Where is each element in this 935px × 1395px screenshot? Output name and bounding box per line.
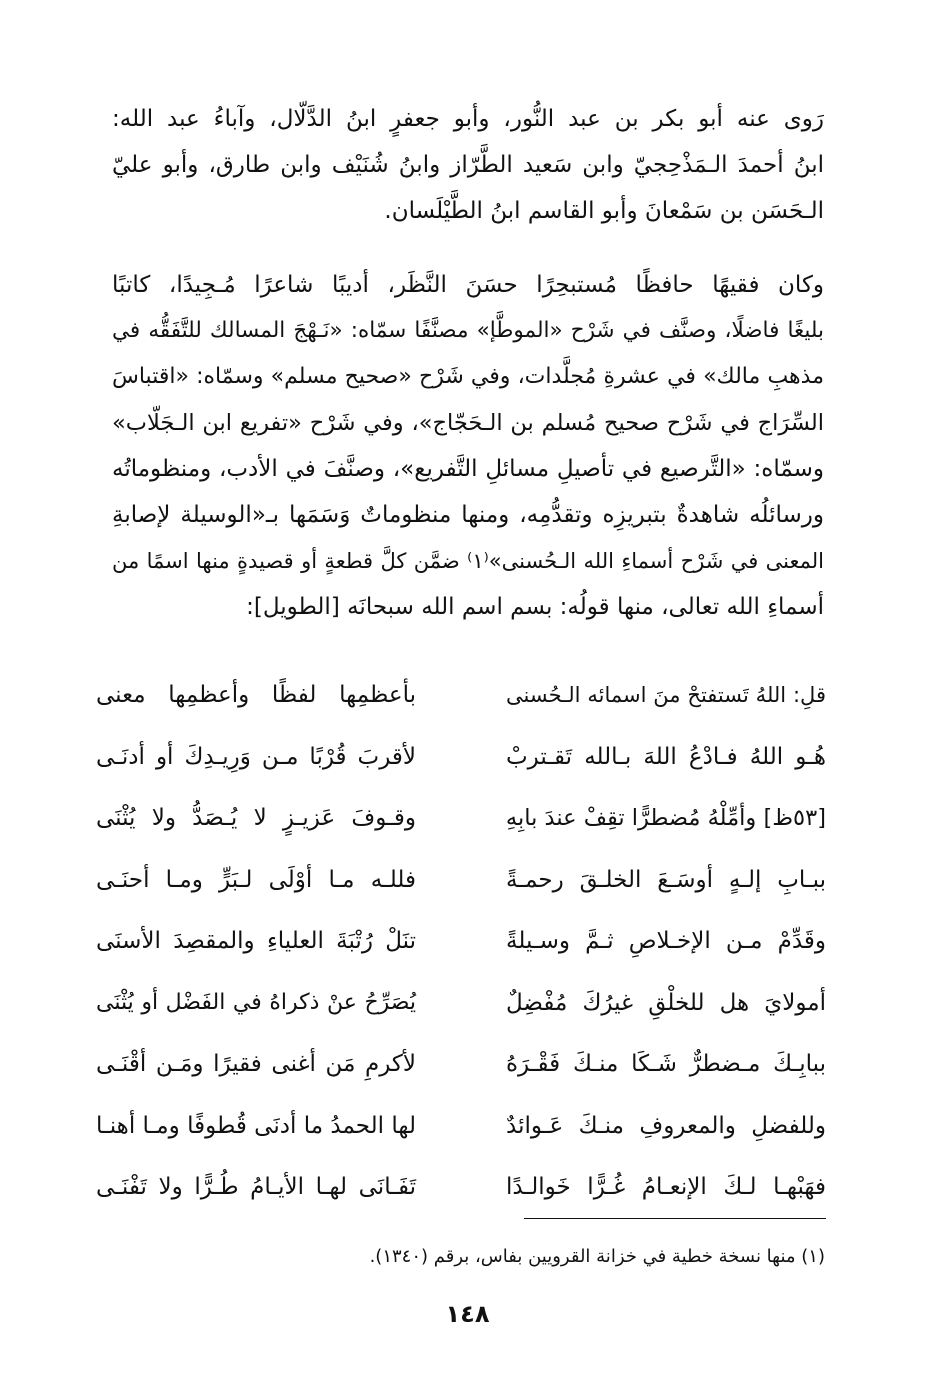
text-line: المعنى في شَرْح أسماءِ الله الـحُسنى»⁽١⁾ ضمَّن كلَّ قطعةٍ أو قصيدةٍ منها اسمًا من <box>112 549 825 573</box>
verse-first-hemistich: وقَدِّمْ مـن الإخـلاصِ ثـمَّ وسـيلةً <box>506 928 826 954</box>
footnote: (١) منها نسخة خطية في خزانة القرويين بفاس، برقم (١٣٤٠). <box>369 1246 825 1267</box>
poem-verse <box>96 980 826 1042</box>
footnote-divider <box>524 1218 826 1219</box>
verse-first-hemistich: هُـو اللهُ فـادْعُ اللهَ بـالله تَقـتربْ <box>506 743 826 770</box>
poem <box>96 672 826 1226</box>
verse-second-hemistich: فللـه مـا أوْلَى لـبَرٍّ ومـا أحنَـى <box>96 866 416 893</box>
poem-verse <box>96 795 826 857</box>
text-line: ورسائلُه شاهدةٌ بتبريزِه وتقدُّمِه، ومنها منظوماتٌ وَسَمَها بـ«الوسيلة لإصابةِ <box>112 502 824 528</box>
verse-second-hemistich: يُصَرِّحُ عنْ ذكراهُ في الفَضْل أو يُثْنَى <box>96 989 416 1015</box>
verse-first-hemistich: قلِ: اللهُ تَستفتحْ منَ اسمائه الـحُسنى <box>506 683 826 707</box>
paragraph-biography <box>112 262 824 630</box>
text-line: أسماءِ الله تعالى، منها قولُه: بسم اسم الله سبحانَه [الطويل]: <box>246 594 824 620</box>
text-line: الـحَسَن بن سَمْعانَ وأبو القاسم ابنُ الطَّيْلَسان. <box>384 198 824 224</box>
text-line: السِّرَاج في شَرْح صحيح مُسلم بن الـحَجّاج»، وفي شَرْح «تفريع ابن الـجَلّاب» <box>112 410 824 436</box>
poem-verse <box>96 1164 826 1226</box>
verse-first-hemistich: [٥٣ظ] وأمِّلْهُ مُضطرًّا تقِفْ عندَ بابِهِ <box>505 805 826 831</box>
text-line: وكان فقيهًا حافظًا مُستبحِرًا حسَنَ النَّظَر، أديبًا شاعرًا مُـجِيدًا، كاتبًا <box>112 272 824 298</box>
text-line: مذهبِ مالك» في عشرةِ مُجلَّدات، وفي شَرْح «صحيح مسلم» وسمّاه: «اقتباسَ <box>112 364 824 389</box>
poem-verse <box>96 918 826 980</box>
poem-verse <box>96 1041 826 1103</box>
poem-verse <box>96 1103 826 1165</box>
verse-first-hemistich: وللفضلِ والمعروفِ منـكَ عَـوائدٌ <box>506 1112 826 1139</box>
paragraph-narrators <box>112 96 824 234</box>
verse-first-hemistich: ببابِـكَ مـضطرٌّ شَـكَا منـكَ فَقْـرَهُ <box>506 1051 826 1077</box>
verse-first-hemistich: ببـابِ إلـهٍ أوسَـعَ الخلـقَ رحمـةً <box>506 866 826 893</box>
poem-verse <box>96 734 826 796</box>
text-line: بليغًا فاضلًا، وصنَّف في شَرْح «الموطَّإ» مصنَّفًا سمّاه: «نَـهْجَ المسالك للتَّفَقُّه في <box>112 318 824 343</box>
page-number: ١٤٨ <box>445 1300 490 1328</box>
verse-second-hemistich: لها الحمدُ ما أدنَى قُطوفًا ومـا أهنـا <box>96 1112 416 1139</box>
verse-second-hemistich: لأكرمِ مَن أغنى فقيرًا ومَـن أقْنَـى <box>96 1051 416 1077</box>
text-line: رَوى عنه أبو بكر بن عبد النُّور، وأبو جعفرٍ ابنُ الدَّلّال، وآباءُ عبد الله: <box>112 106 824 132</box>
verse-first-hemistich: أمولايَ هل للخلْقِ غيرُكَ مُفْضِلٌ <box>506 989 826 1016</box>
poem-verse <box>96 857 826 919</box>
verse-second-hemistich: وقـوفَ عَزيـزٍ لا يُـصَدُّ ولا يُثْنَى <box>96 805 416 831</box>
text-line: ابنُ أحمدَ الـمَذْحِجيّ وابن سَعيد الطَّرّاز وابنُ شُنَيْف وابن طارق، وأبو عليّ <box>112 152 824 178</box>
text-line: وسمّاه: «التَّرصيع في تأصيلِ مسائلِ التَّفريع»، وصنَّفَ في الأدب، ومنظوماتُه <box>112 456 824 482</box>
verse-second-hemistich: بأعظمِها لفظًا وأعظمِها معنى <box>96 682 416 708</box>
poem-verse <box>96 672 826 734</box>
verse-second-hemistich: لأقربَ قُرْبًا مـن وَرِيـدِكَ أو أدنَـى <box>96 743 416 770</box>
verse-second-hemistich: تنَلْ رُتْبَةَ العلياءِ والمقصِدَ الأسنَى <box>96 928 416 954</box>
verse-second-hemistich: تَفَـانَى لهـا الأيـامُ طُـرًّا ولا تَفْنَـى <box>96 1174 416 1200</box>
verse-first-hemistich: فهَبْهـا لـكَ الإنعـامُ غُـرًّا خَوالـدًا <box>506 1174 826 1200</box>
